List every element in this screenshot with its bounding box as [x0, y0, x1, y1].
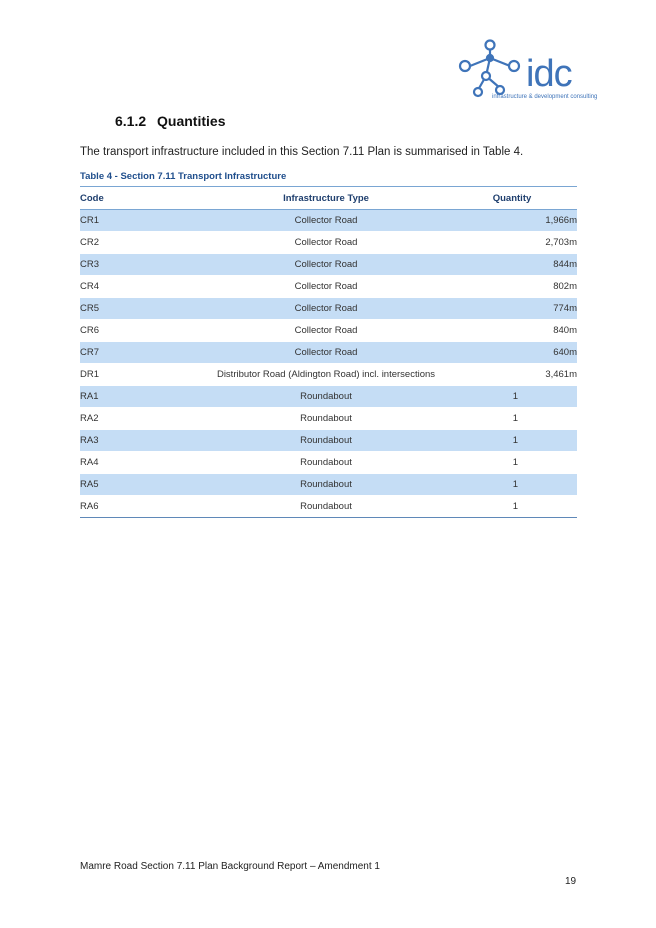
table-row: [80, 408, 577, 430]
table-row: [80, 430, 577, 452]
header-infrastructure-type: Infrastructure Type: [205, 187, 447, 210]
cell-quantity: 1: [447, 474, 577, 496]
intro-paragraph: The transport infrastructure included in this Section 7.11 Plan is summarised in Table 4.: [80, 146, 524, 158]
table-row: [80, 496, 577, 518]
table-row: [80, 452, 577, 474]
table-row: [80, 232, 577, 254]
table-row: [80, 342, 577, 364]
page-number: 19: [565, 876, 577, 887]
cell-quantity: 1: [447, 386, 577, 408]
table-row: [80, 276, 577, 298]
table-row: [80, 210, 577, 232]
table-row: [80, 320, 577, 342]
cell-quantity: 1,966m: [447, 210, 577, 232]
cell-code: RA5: [80, 474, 205, 496]
cell-quantity: 844m: [447, 254, 577, 276]
section-heading: [115, 113, 226, 129]
logo-tagline: infrastructure & development consulting: [492, 94, 598, 100]
section-number: 6.1.2: [115, 113, 147, 129]
cell-infrastructure-type: Roundabout: [205, 386, 447, 408]
cell-infrastructure-type: Roundabout: [205, 408, 447, 430]
cell-quantity: 3,461m: [447, 364, 577, 386]
cell-code: CR5: [80, 298, 205, 320]
cell-code: RA3: [80, 430, 205, 452]
table-row: [80, 254, 577, 276]
cell-code: CR3: [80, 254, 205, 276]
infrastructure-table: [80, 186, 577, 518]
cell-code: CR2: [80, 232, 205, 254]
cell-infrastructure-type: Collector Road: [205, 276, 447, 298]
cell-quantity: 1: [447, 430, 577, 452]
cell-infrastructure-type: Collector Road: [205, 320, 447, 342]
table-row: [80, 474, 577, 496]
cell-infrastructure-type: Roundabout: [205, 430, 447, 452]
cell-quantity: 2,703m: [447, 232, 577, 254]
cell-infrastructure-type: Distributor Road (Aldington Road) incl. intersections: [205, 364, 447, 386]
header-code: Code: [80, 187, 205, 210]
cell-code: RA4: [80, 452, 205, 474]
cell-code: DR1: [80, 364, 205, 386]
table-row: [80, 386, 577, 408]
cell-code: RA6: [80, 496, 205, 518]
cell-infrastructure-type: Collector Road: [205, 342, 447, 364]
cell-quantity: 1: [447, 496, 577, 518]
header-quantity: Quantity: [447, 187, 577, 210]
cell-quantity: 802m: [447, 276, 577, 298]
table-row: [80, 298, 577, 320]
cell-infrastructure-type: Roundabout: [205, 496, 447, 518]
cell-quantity: 774m: [447, 298, 577, 320]
table-row: [80, 364, 577, 386]
logo-brand-text: idc: [526, 53, 572, 95]
table-header-row: [80, 187, 577, 210]
cell-quantity: 1: [447, 452, 577, 474]
cell-quantity: 640m: [447, 342, 577, 364]
cell-code: RA1: [80, 386, 205, 408]
cell-infrastructure-type: Roundabout: [205, 474, 447, 496]
cell-infrastructure-type: Collector Road: [205, 210, 447, 232]
section-title: Quantities: [157, 113, 226, 129]
cell-infrastructure-type: Collector Road: [205, 254, 447, 276]
cell-infrastructure-type: Roundabout: [205, 452, 447, 474]
cell-code: CR7: [80, 342, 205, 364]
cell-code: CR1: [80, 210, 205, 232]
table-body: [80, 210, 577, 518]
cell-code: CR6: [80, 320, 205, 342]
cell-infrastructure-type: Collector Road: [205, 298, 447, 320]
table-caption: Table 4 - Section 7.11 Transport Infrastructure: [80, 171, 287, 182]
cell-quantity: 840m: [447, 320, 577, 342]
footer-text: Mamre Road Section 7.11 Plan Background Report – Amendment 1: [80, 861, 380, 872]
cell-code: CR4: [80, 276, 205, 298]
cell-quantity: 1: [447, 408, 577, 430]
cell-infrastructure-type: Collector Road: [205, 232, 447, 254]
cell-code: RA2: [80, 408, 205, 430]
